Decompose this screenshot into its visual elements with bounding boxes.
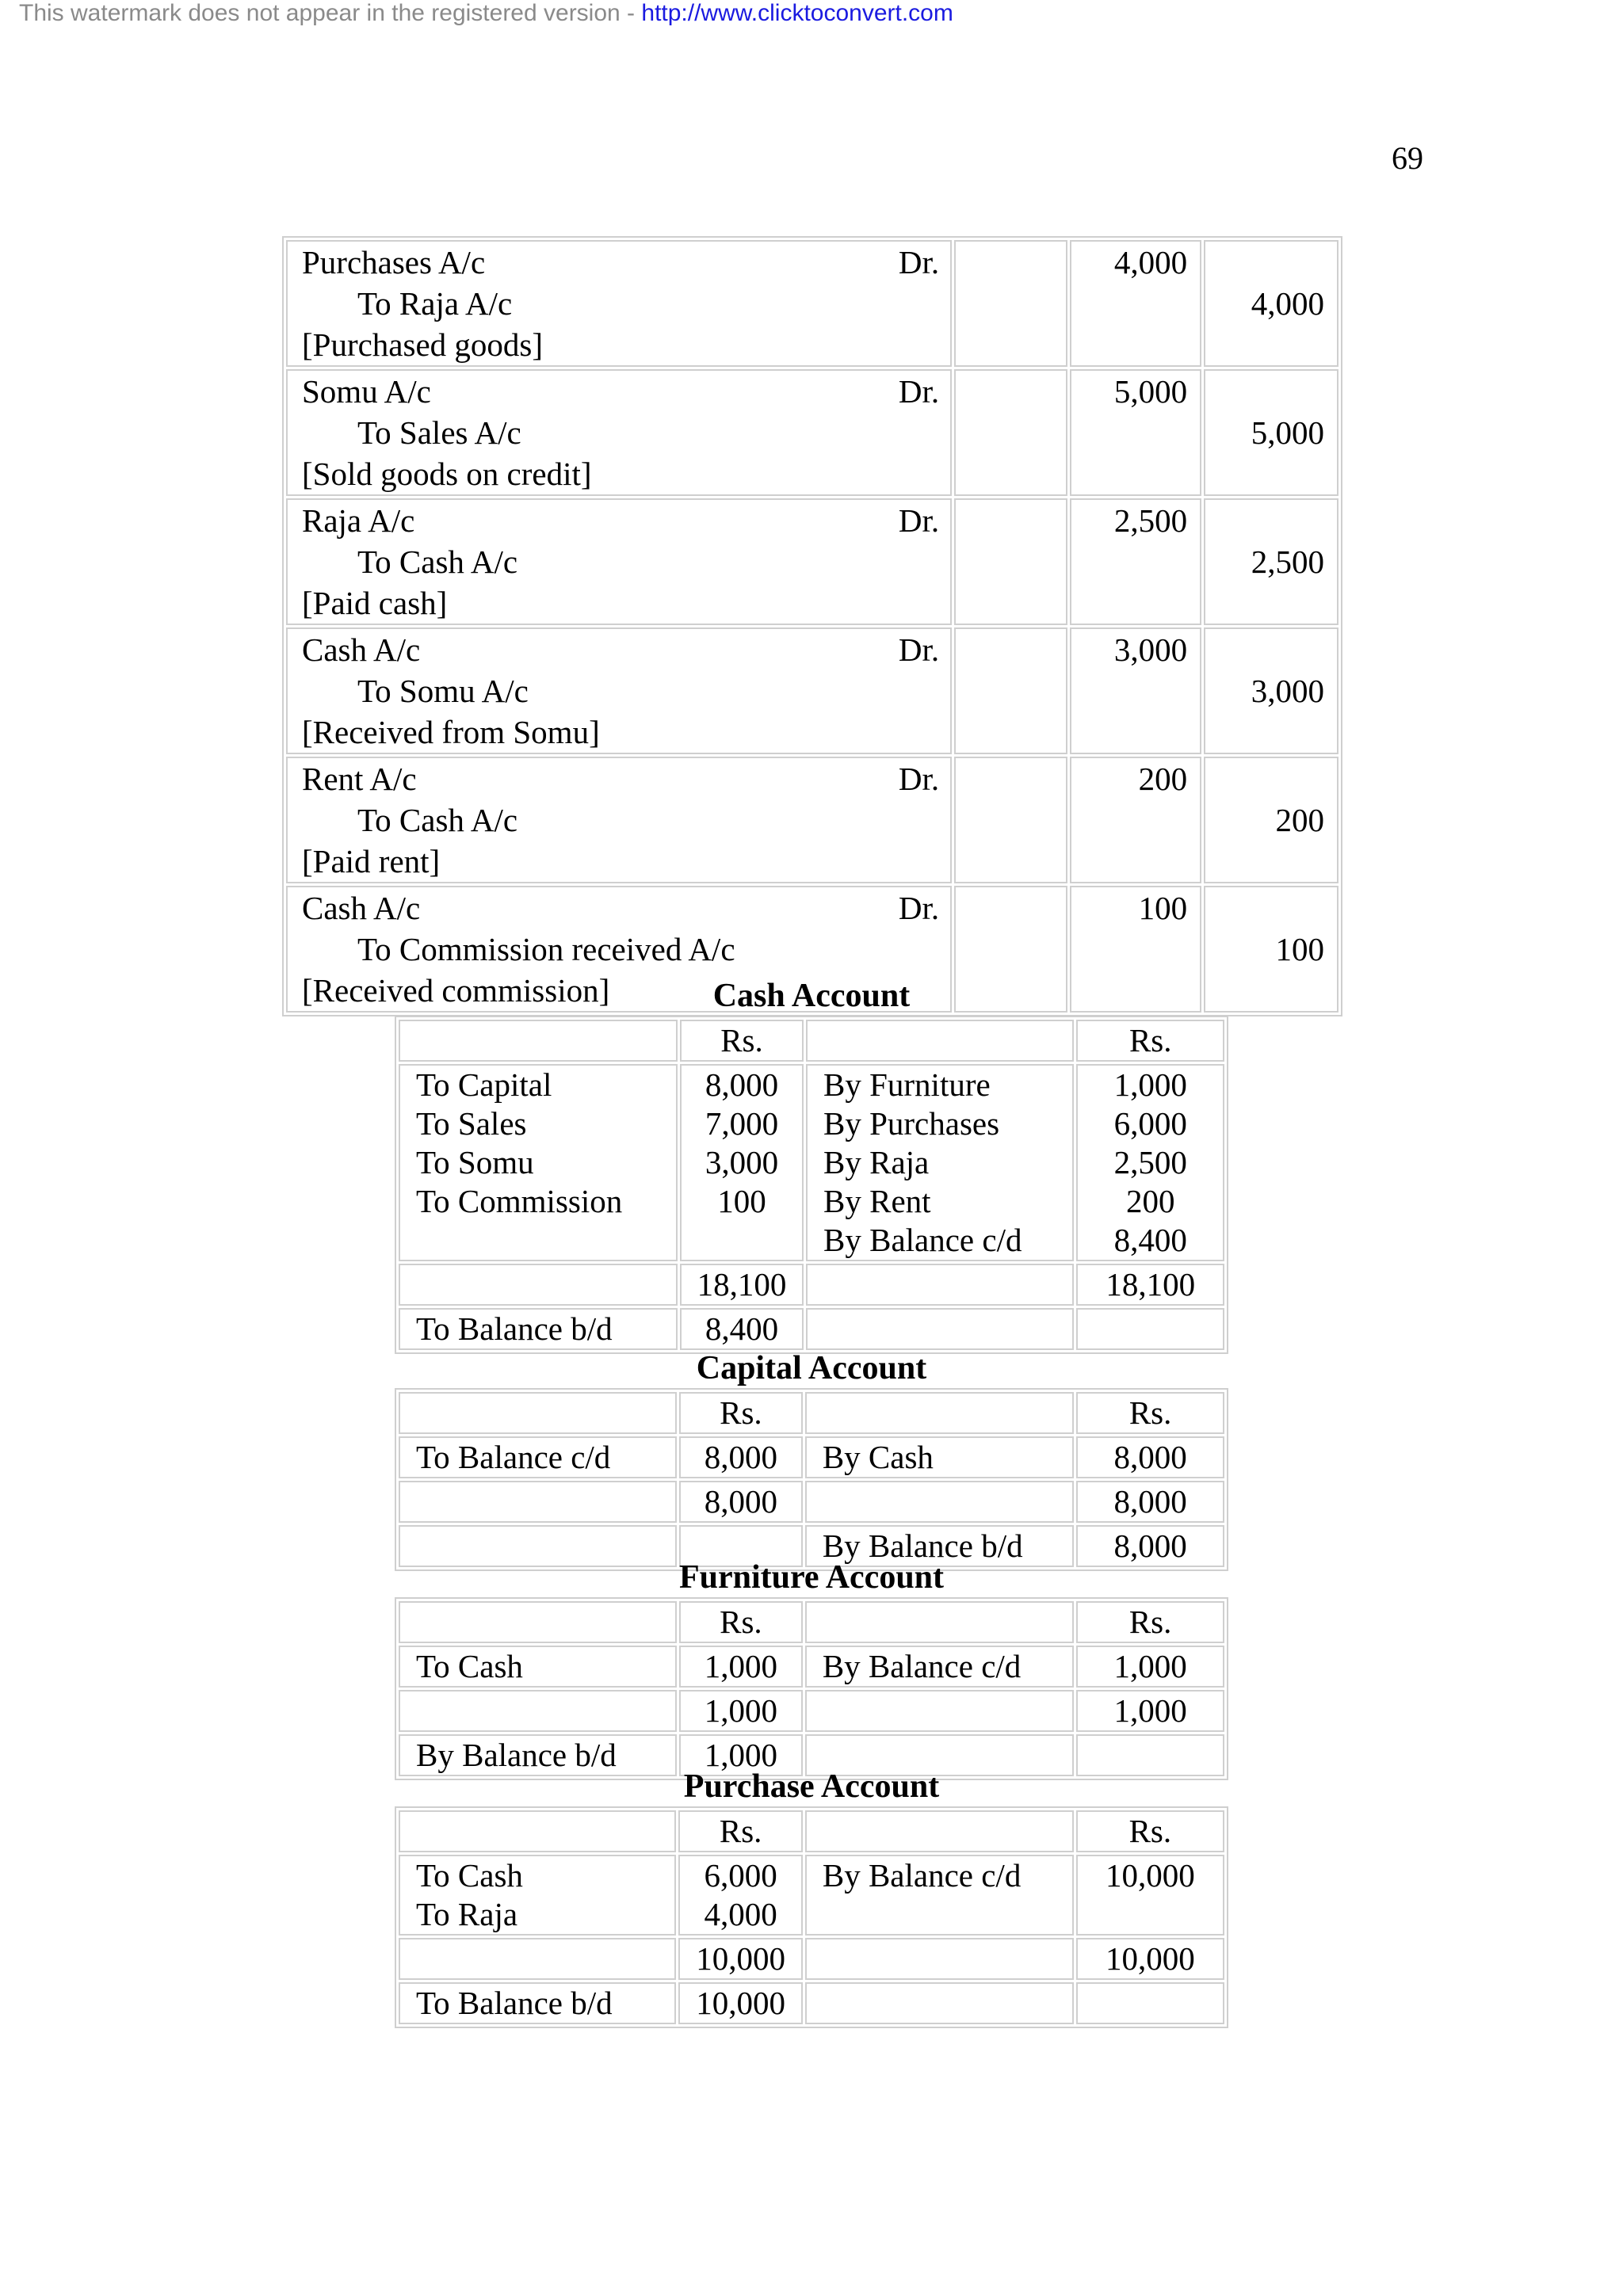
debit-amount: 100	[1070, 886, 1201, 1013]
journal-entry-row	[286, 240, 1338, 367]
ledger-particular: To Raja	[416, 1896, 518, 1932]
journal-table	[282, 236, 1342, 1016]
cash-account-table	[395, 1016, 1228, 1354]
credit-amount: 100	[1204, 886, 1338, 1013]
ledger-header-row	[399, 1020, 1224, 1062]
ledger-entries-row	[399, 1064, 1224, 1261]
debit-account: Raja A/c	[302, 502, 415, 539]
ledger-particular: By Balance c/d	[823, 1222, 1022, 1258]
narration: [Paid rent]	[302, 843, 441, 879]
credit-account: To Raja A/c	[357, 285, 513, 322]
credit-account: To Cash A/c	[357, 802, 518, 838]
rs-header: Rs.	[1076, 1020, 1224, 1062]
debit-account: Cash A/c	[302, 890, 421, 926]
ledger-amount: 1,000	[1076, 1646, 1224, 1688]
ledger-entries-row	[399, 1855, 1224, 1936]
rs-header: Rs.	[679, 1392, 803, 1434]
credit-total: 8,000	[1076, 1481, 1224, 1523]
ledger-folio-cell	[954, 757, 1067, 883]
ledger-amount: 8,000	[679, 1436, 803, 1478]
ledger-particular: By Raja	[823, 1144, 930, 1180]
narration: [Sold goods on credit]	[302, 456, 592, 492]
ledger-amount: 3,000	[705, 1144, 779, 1180]
entry-particulars	[286, 369, 952, 496]
narration: [Received commission]	[302, 972, 610, 1009]
balance-amount: 1,000	[679, 1734, 803, 1776]
journal-entry-row	[286, 369, 1338, 496]
balance-particular: To Balance b/d	[399, 1308, 678, 1350]
entry-particulars	[286, 757, 952, 883]
rs-header: Rs.	[680, 1020, 804, 1062]
debit-total: 18,100	[680, 1264, 804, 1306]
credit-account: To Cash A/c	[357, 543, 518, 580]
ledger-particular: To Capital	[416, 1066, 552, 1103]
ledger-folio-cell	[954, 627, 1067, 754]
balance-amount: 8,000	[1076, 1525, 1224, 1567]
ledger-amount: 7,000	[705, 1105, 779, 1142]
ledger-total-row	[399, 1264, 1224, 1306]
dr-label: Dr.	[898, 244, 940, 280]
ledger-amount: 1,000	[679, 1646, 803, 1688]
rs-header: Rs.	[1076, 1392, 1224, 1434]
rs-header: Rs.	[679, 1601, 803, 1643]
balance-amount: 8,400	[680, 1308, 804, 1350]
balance-amount: 10,000	[678, 1982, 802, 2024]
ledger-amount: 10,000	[1076, 1855, 1224, 1936]
debit-account: Cash A/c	[302, 631, 421, 668]
debit-amount: 5,000	[1070, 369, 1201, 496]
ledger-particular: By Purchases	[823, 1105, 1000, 1142]
ledger-balance-row	[399, 1982, 1224, 2024]
rs-header: Rs.	[1076, 1810, 1224, 1852]
ledger-folio-cell	[954, 498, 1067, 625]
credit-total: 10,000	[1076, 1938, 1224, 1980]
dr-label: Dr.	[898, 373, 940, 410]
debit-account: Purchases A/c	[302, 244, 486, 280]
dr-label: Dr.	[898, 761, 940, 797]
credit-total: 18,100	[1076, 1264, 1224, 1306]
ledger-amount: 8,400	[1113, 1222, 1187, 1258]
journal-entry-row	[286, 757, 1338, 883]
narration: [Purchased goods]	[302, 326, 544, 363]
capital-account-table	[395, 1388, 1228, 1571]
ledger-header-row	[399, 1601, 1224, 1643]
watermark-text: This watermark does not appear in the registered version -	[19, 0, 642, 26]
dr-label: Dr.	[898, 502, 940, 539]
ledger-particular: By Balance c/d	[805, 1646, 1074, 1688]
watermark-notice	[19, 0, 953, 27]
capital-account-title: Capital Account	[696, 1350, 927, 1386]
journal-entry-row	[286, 498, 1338, 625]
ledger-amount: 1,000	[1113, 1066, 1187, 1103]
balance-particular: To Balance b/d	[399, 1982, 676, 2024]
debit-amount: 4,000	[1070, 240, 1201, 367]
ledger-particular: By Cash	[805, 1436, 1074, 1478]
ledger-particular: By Rent	[823, 1183, 931, 1219]
credit-amount: 5,000	[1204, 369, 1338, 496]
balance-particular: By Balance b/d	[399, 1734, 677, 1776]
cash-account-title: Cash Account	[712, 978, 911, 1014]
rs-header: Rs.	[1076, 1601, 1224, 1643]
ledger-entries-row	[399, 1646, 1224, 1688]
ledger-folio-cell	[954, 240, 1067, 367]
ledger-particular: To Cash	[416, 1857, 523, 1894]
rs-header: Rs.	[678, 1810, 802, 1852]
credit-account: To Somu A/c	[357, 673, 529, 709]
debit-total: 10,000	[678, 1938, 802, 1980]
ledger-particular: To Sales	[416, 1105, 527, 1142]
furniture-account-table	[395, 1597, 1228, 1780]
ledger-balance-row	[399, 1308, 1224, 1350]
furniture-account-title: Furniture Account	[678, 1559, 945, 1596]
entry-particulars	[286, 498, 952, 625]
ledger-total-row	[399, 1481, 1224, 1523]
purchase-account-table	[395, 1806, 1228, 2028]
page-number: 69	[1392, 140, 1423, 176]
debit-account: Rent A/c	[302, 761, 417, 797]
credit-amount: 200	[1204, 757, 1338, 883]
debit-account: Somu A/c	[302, 373, 431, 410]
debit-total: 1,000	[679, 1690, 803, 1732]
narration: [Paid cash]	[302, 585, 448, 621]
journal-entry-row	[286, 627, 1338, 754]
ledger-particular: To Balance c/d	[399, 1436, 677, 1478]
balance-particular: By Balance b/d	[805, 1525, 1074, 1567]
ledger-amount: 8,000	[1076, 1436, 1224, 1478]
dr-label: Dr.	[898, 890, 940, 926]
ledger-particular: To Cash	[399, 1646, 677, 1688]
debit-total: 8,000	[679, 1481, 803, 1523]
ledger-amount: 200	[1125, 1183, 1175, 1219]
debit-amount: 3,000	[1070, 627, 1201, 754]
ledger-amount: 6,000	[1113, 1105, 1187, 1142]
watermark-link[interactable]: http://www.clicktoconvert.com	[641, 0, 953, 26]
debit-amount: 2,500	[1070, 498, 1201, 625]
credit-amount: 2,500	[1204, 498, 1338, 625]
ledger-amount: 2,500	[1113, 1144, 1187, 1180]
ledger-particular: To Commission	[416, 1183, 623, 1219]
ledger-total-row	[399, 1938, 1224, 1980]
ledger-amount: 4,000	[704, 1896, 777, 1932]
entry-particulars	[286, 627, 952, 754]
entry-particulars	[286, 240, 952, 367]
credit-account: To Commission received A/c	[357, 931, 735, 967]
ledger-header-row	[399, 1392, 1224, 1434]
ledger-amount: 6,000	[704, 1857, 777, 1894]
ledger-total-row	[399, 1690, 1224, 1732]
ledger-header-row	[399, 1810, 1224, 1852]
ledger-particular: By Furniture	[823, 1066, 991, 1103]
credit-amount: 4,000	[1204, 240, 1338, 367]
ledger-amount: 8,000	[705, 1066, 779, 1103]
debit-amount: 200	[1070, 757, 1201, 883]
ledger-folio-cell	[954, 369, 1067, 496]
ledger-particular: To Somu	[416, 1144, 534, 1180]
credit-account: To Sales A/c	[357, 414, 521, 451]
ledger-entries-row	[399, 1436, 1224, 1478]
ledger-particular: By Balance c/d	[805, 1855, 1074, 1936]
dr-label: Dr.	[898, 631, 940, 668]
credit-amount: 3,000	[1204, 627, 1338, 754]
narration: [Received from Somu]	[302, 714, 600, 750]
ledger-amount: 100	[717, 1183, 766, 1219]
purchase-account-title: Purchase Account	[683, 1768, 940, 1805]
credit-total: 1,000	[1076, 1690, 1224, 1732]
